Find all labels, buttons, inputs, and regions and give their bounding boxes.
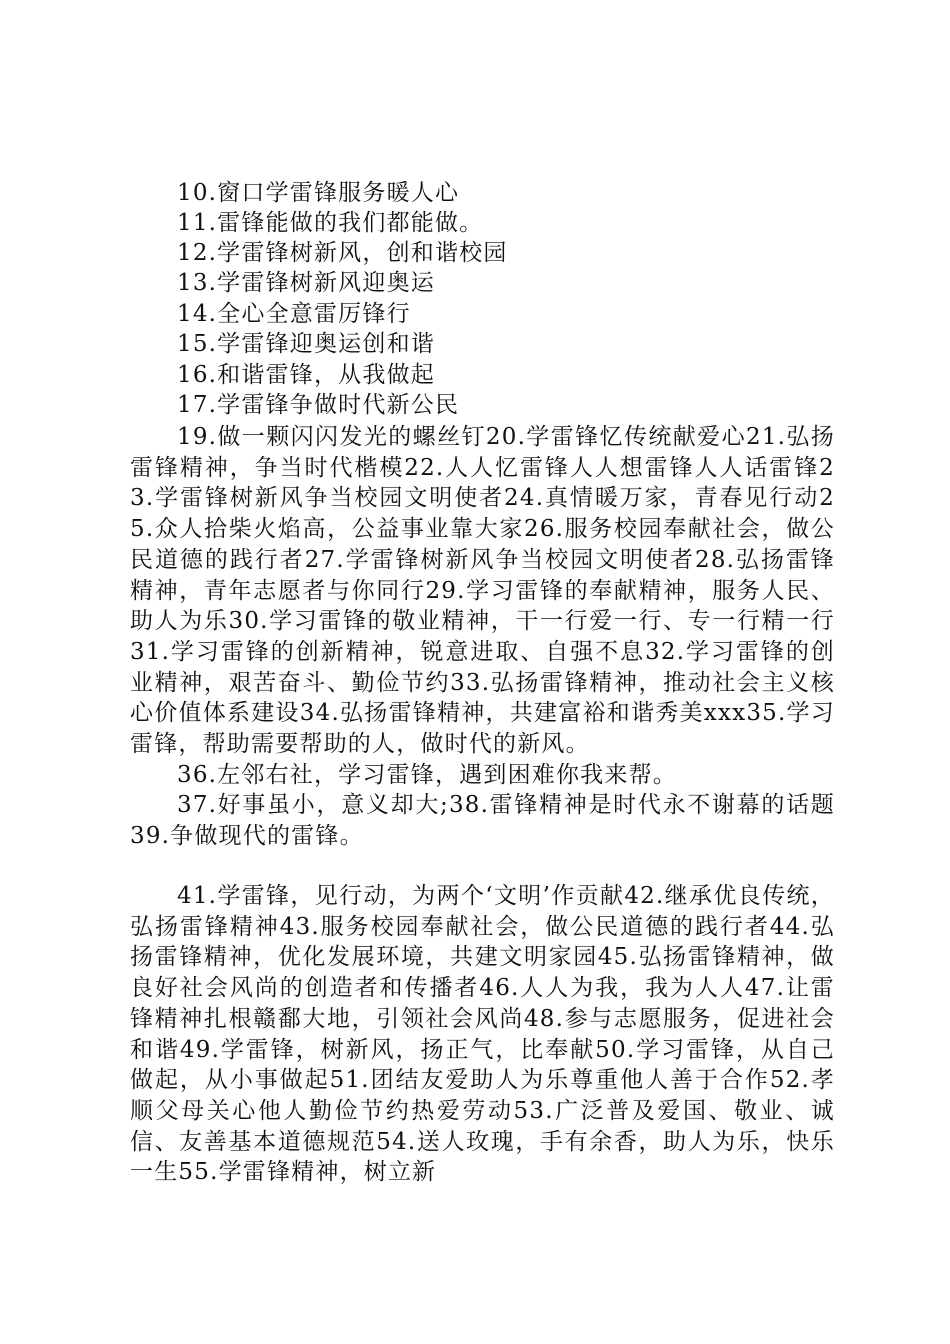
list-item: 15.学雷锋迎奥运创和谐 [177, 331, 435, 357]
list-item: 17.学雷锋争做时代新公民 [177, 392, 460, 418]
paragraph: 41.学雷锋，见行动，为两个‘文明’作贡献42.继承优良传统，弘扬雷锋精神43.服务校园奉献社会，做公民道德的践行者44.弘扬雷锋精神，优化发展环境，共建文明家园45.弘扬雷锋精神，做良好社会风尚的创造者和传播者46.人人为我，我为人人47.让雷锋精神扎根赣鄱大地，引领社会风尚48.参与志愿服务，促进社会和谐49.学雷锋，树新风，扬正气，比奉献50.学习雷锋，从自己做起，从小事做起51.团结友爱助人为乐尊重他人善于合作52.孝顺父母关心他人勤俭节约热爱劳动53.广泛普及爱国、敬业、诚信、友善基本道德规范54.送人玫瑰，手有余香，助人为乐，快乐一生55.学雷锋精神，树立新 [130, 883, 835, 1186]
paragraph: 19.做一颗闪闪发光的螺丝钉20.学雷锋忆传统献爱心21.弘扬雷锋精神，争当时代楷模22.人人忆雷锋人人想雷锋人人话雷锋23.学雷锋树新风争当校园文明使者24.真情暖万家，青春见行动25.众人拾柴火焰高，公益事业靠大家26.服务校园奉献社会，做公民道德的践行者27.学雷锋树新风争当校园文明使者28.弘扬雷锋精神，青年志愿者与你同行29.学习雷锋的奉献精神，服务人民、助人为乐30.学习雷锋的敬业精神，干一行爱一行、专一行精一行31.学习雷锋的创新精神，锐意进取、自强不息32.学习雷锋的创业精神，艰苦奋斗、勤俭节约33.弘扬雷锋精神，推动社会主义核心价值体系建设34.弘扬雷锋精神，共建富裕和谐秀美xxx35.学习雷锋，帮助需要帮助的人，做时代的新风。 [130, 424, 835, 758]
list-item: 16.和谐雷锋，从我做起 [177, 362, 435, 388]
list-item: 14.全心全意雷厉锋行 [177, 301, 411, 327]
paragraph: 36.左邻右社，学习雷锋，遇到困难你我来帮。 [177, 762, 677, 788]
list-item: 11.雷锋能做的我们都能做。 [177, 210, 484, 236]
list-item: 13.学雷锋树新风迎奥运 [177, 270, 435, 296]
paragraph: 37.好事虽小，意义却大;38.雷锋精神是时代永不谢幕的话题39.争做现代的雷锋。 [130, 792, 835, 849]
list-item: 12.学雷锋树新风，创和谐校园 [177, 240, 508, 266]
list-item: 10.窗口学雷锋服务暖人心 [177, 180, 460, 206]
